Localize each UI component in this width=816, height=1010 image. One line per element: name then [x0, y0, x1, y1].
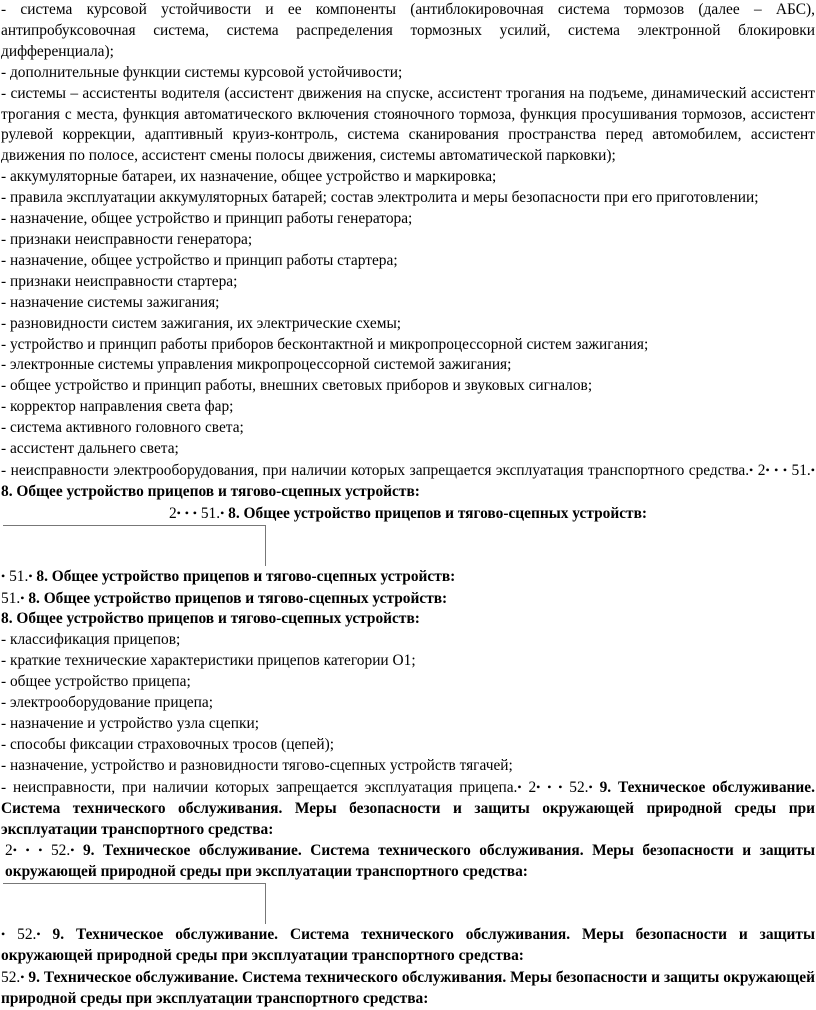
- list-item: - ассистент дальнего света;: [1, 440, 179, 458]
- list-item: - способы фиксации страховочных тросов (цепей);: [1, 735, 334, 753]
- list-item: - аккумуляторные батареи, их назначение, общее устройство и маркировка;: [1, 168, 497, 186]
- list-item: - назначение, устройство и разновидности тягово-сцепных устройств тягачей;: [1, 756, 513, 774]
- list-item: - назначение, общее устройство и принцип работы стартера;: [1, 251, 398, 269]
- list-item: - электронные системы управления микропроцессорной системой зажигания;: [1, 356, 512, 374]
- list-item: - краткие технические характеристики прицепов категории О1;: [1, 652, 416, 670]
- list-item: - корректор направления света фар;: [1, 398, 234, 416]
- list-item: - правила эксплуатации аккумуляторных батарей; состав электролита и меры безопасности при его приготовлении;: [1, 189, 759, 207]
- section-7-last-item: - неисправности электрооборудования, при наличии которых запрещается эксплуатация транспортного средства.• 2• • • 51.• 8. Общее устройство прицепов и тягово-сцепных устройств:: [1, 461, 815, 500]
- section-8-heading-bullet: • 51.• 8. Общее устройство прицепов и тягово-сцепных устройств:: [1, 567, 456, 585]
- list-item: - системы – ассистенты водителя (ассистент движения на спуске, ассистент трогания на подъеме, динамический ассистент трогания с места, функция автоматического включения стояночного тормоза, функция просушивания тормозов, ассистент рулевой коррекции, адаптивный круиз-контроль, система сканирования пространства перед автомобилем, ассистент движения по полосе, ассистент смены полосы движения, системы автоматической парковки);: [1, 84, 815, 165]
- list-item: - система активного головного света;: [1, 419, 244, 437]
- list-item: - общее устройство и принцип работы, внешних световых приборов и звуковых сигналов;: [1, 377, 593, 395]
- section-8-heading-repeat: 2• • • 51.• 8. Общее устройство прицепов и тягово-сцепных устройств:: [168, 504, 648, 522]
- section-8-heading: 8. Общее устройство прицепов и тягово-сцепных устройств:: [1, 610, 420, 628]
- empty-table-cell: [3, 883, 266, 924]
- empty-table-cell: [3, 525, 266, 566]
- list-item: - система курсовой устойчивости и ее компоненты (антиблокировочная система тормозов (далее – АБС), антипробуксовочная система, система распределения тормозных усилий, система электронной блокировки дифференциала);: [1, 1, 815, 60]
- section-9-heading-bullet: • 52.• 9. Техническое обслуживание. Система технического обслуживания. Меры безопасности и защиты окружающей природной среды при эксплуатации транспортного средства:: [1, 926, 815, 965]
- list-item: - признаки неисправности стартера;: [1, 272, 238, 290]
- list-item: - назначение и устройство узла сцепки;: [1, 715, 259, 732]
- section-8-last-item: - неисправности, при наличии которых запрещается эксплуатация прицепа.• 2• • • 52.• 9. Техническое обслуживание. Система технического обслуживания. Меры безопасности и защиты окружающей природной среды при эксплуатации транспортного средства:: [1, 778, 815, 838]
- list-item: - устройство и принцип работы приборов бесконтактной и микропроцессорной систем зажигания;: [1, 335, 649, 353]
- list-item: - общее устройство прицепа;: [1, 673, 191, 691]
- section-7-list: [0, 0, 816, 460]
- section-8-list: [0, 630, 816, 776]
- list-item: - признаки неисправности генератора;: [1, 230, 253, 248]
- section-9-heading-number: 52.• 9. Техническое обслуживание. Система технического обслуживания. Меры безопасности и защиты окружающей природной среды при эксплуатации транспортного средства:: [1, 969, 815, 1007]
- list-item: - классификация прицепов;: [1, 631, 181, 649]
- list-item: - назначение системы зажигания;: [1, 293, 220, 311]
- section-9-heading-repeat: 2• • • 52.• 9. Техническое обслуживание. Система технического обслуживания. Меры безопасности и защиты окружающей природной среды при эксплуатации транспортного средства:: [5, 842, 815, 881]
- list-item: - разновидности систем зажигания, их электрические схемы;: [1, 314, 402, 332]
- list-item: - дополнительные функции системы курсовой устойчивости;: [1, 63, 403, 81]
- section-8-heading-number: 51.• 8. Общее устройство прицепов и тягово-сцепных устройств:: [1, 589, 448, 607]
- list-item: - назначение, общее устройство и принцип работы генератора;: [1, 210, 413, 228]
- list-item: - электрооборудование прицепа;: [1, 694, 213, 712]
